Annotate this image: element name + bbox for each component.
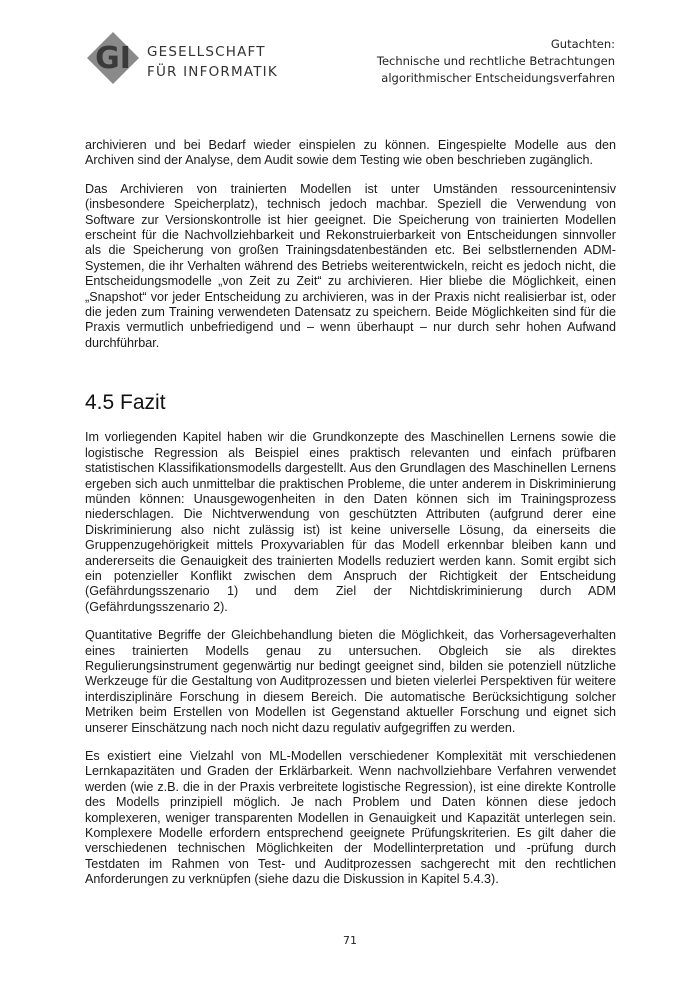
paragraph: Quantitative Begriffe der Gleichbehandlung bieten die Möglichkeit, das Vorhersageverhalten eines trainierten Modells genau zu untersuchen. Obgleich sie als direktes Regulierungsinstrument gegenwärtig nur bedingt geeignet sind, bilden sie potenziell nützliche Werkzeuge für die Gestaltung von Auditprozessen und bieten vielerlei Perspektiven für weitere interdisziplinäre Forschung in diesem Bereich. Die automatische Berücksichtigung solcher Metriken beim Erstellen von Modellen ist Gegenstand aktueller Forschung und eignet sich unserer Einschätzung nach noch nicht dazu regulativ aufgegriffen zu werden.	[85, 628, 616, 735]
org-name-line2: FÜR INFORMATIK	[147, 64, 278, 80]
document-header	[377, 36, 615, 87]
paragraph: Das Archivieren von trainierten Modellen ist unter Umständen ressourcenintensiv (insbesondere Speicherplatz), technisch jedoch machbar. Speziell die Verwendung von Software zur Versionskontrolle ist hier geeignet. Die Speicherung von trainierten Modellen erscheint für die Nachvollziehbarkeit und Rekonstruierbarkeit von Entscheidungen sinnvoller als die Speicherung von großen Trainingsdatenbeständen etc. Bei selbstlernenden ADM-Systemen, die ihr Verhalten während des Betriebs weiterentwickeln, reicht es jedoch nicht, die Entscheidungsmodelle „von Zeit zu Zeit“ zu archivieren. Hier bliebe die Möglichkeit, einen „Snapshot“ vor jeder Entscheidung zu archivieren, was in der Praxis nicht realisierbar ist, oder die jeden zum Training verwendeten Datensatz zu speichern. Beide Möglichkeiten sind für die Praxis vermutlich unbefriedigend und – wenn überhaupt – nur durch sehr hohen Aufwand durchführbar.	[85, 181, 616, 350]
org-name-line1: GESELLSCHAFT	[147, 44, 266, 60]
gi-logo	[85, 30, 285, 90]
doc-title-line2: algorithmischer Entscheidungsverfahren	[381, 71, 615, 85]
page-number: 71	[343, 934, 357, 947]
paragraph: Im vorliegenden Kapitel haben wir die Grundkonzepte des Maschinellen Lernens sowie die logistische Regression als Beispiel eines praktisch relevanten und einfach prüfbaren statistischen Klassifikationsmodells dargestellt. Aus den Grundlagen des Maschinellen Lernens ergeben sich auch unmittelbar die praktischen Probleme, die unter anderem in Diskriminierung münden können: Unausgewogenheiten in den Daten können sich im Trainingsprozess niederschlagen. Die Nichtverwendung von geschützten Attributen (aufgrund derer eine Diskriminierung also nicht zulässig ist) ist keine universelle Lösung, da einerseits die Gruppenzugehörigkeit mittels Proxyvariablen für das Modell erkennbar bleiben kann und andererseits die Genauigkeit des trainierten Modells reduziert werden kann. Somit ergibt sich ein potenzieller Konflikt zwischen dem Anspruch der Richtigkeit der Entscheidung (Gefährdungsszenario 1) und dem Ziel der Nichtdiskriminierung durch ADM (Gefährdungsszenario 2).	[85, 430, 616, 614]
doc-type: Gutachten:	[550, 37, 615, 51]
page-body	[85, 138, 616, 901]
doc-title-line1: Technische und rechtliche Betrachtungen	[376, 54, 615, 68]
org-name	[147, 42, 278, 82]
logo-letters: GI	[95, 41, 131, 76]
section-heading: 4.5 Fazit	[85, 391, 166, 415]
gi-logo-mark	[85, 30, 141, 86]
paragraph: archivieren und bei Bedarf wieder einspielen zu können. Eingespielte Modelle aus den Archiven sind der Analyse, dem Audit sowie dem Testing wie oben beschrieben zugänglich.	[85, 138, 616, 168]
paragraph: Es existiert eine Vielzahl von ML-Modellen verschiedener Komplexität mit verschiedenen Lernkapazitäten und Graden der Erklärbarkeit. Wenn nachvollziehbare Verfahren verwendet werden (wie z.B. die in der Praxis verbreitete logistische Regression), ist eine direkte Kontrolle des Modells prinzipiell möglich. Je nach Problem und Daten können diese jedoch komplexeren, weniger transparenten Modellen in Genauigkeit und Kapazität unterlegen sein. Komplexere Modelle erfordern entsprechend geeignete Prüfungskriterien. Es gilt daher die verschiedenen technischen Möglichkeiten der Modellinterpretation und -prüfung durch Testdaten im Rahmen von Test- und Auditprozessen sachgerecht mit den rechtlichen Anforderungen zu verknüpfen (siehe dazu die Diskussion in Kapitel 5.4.3).	[85, 749, 616, 887]
